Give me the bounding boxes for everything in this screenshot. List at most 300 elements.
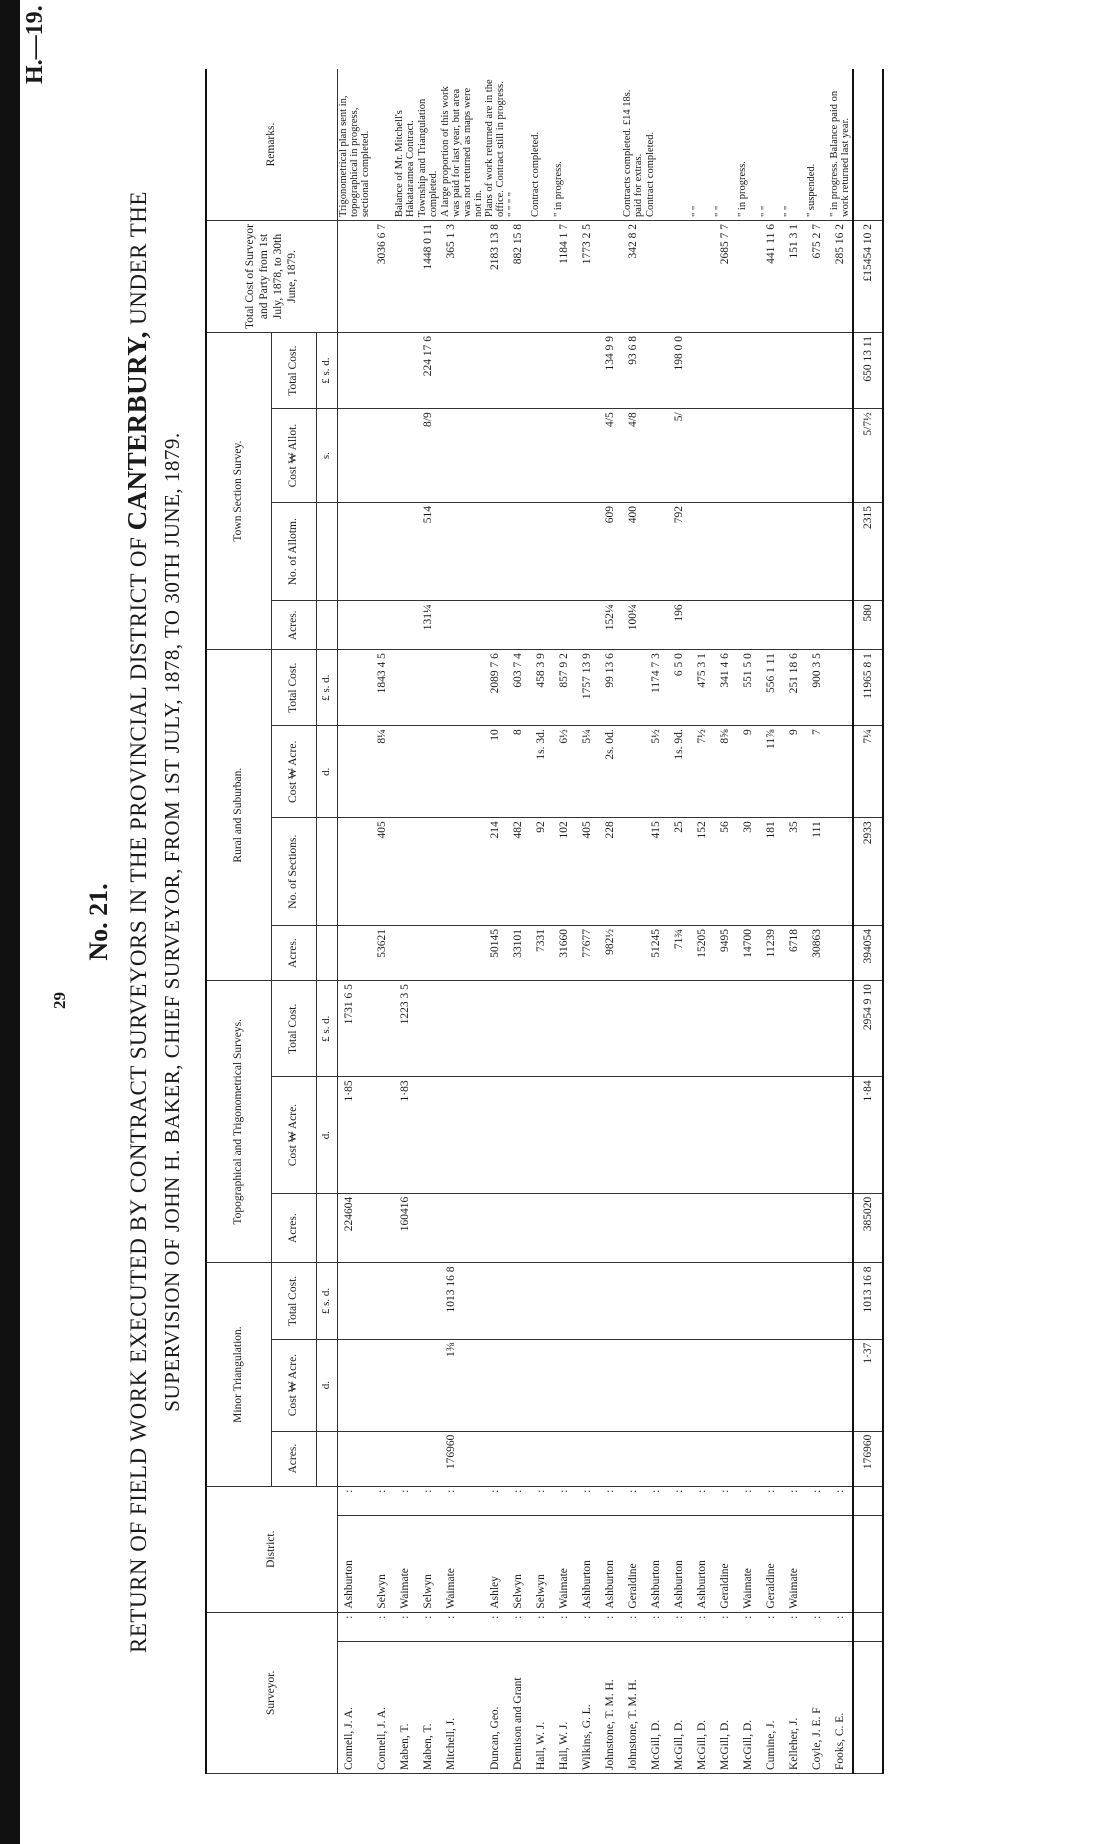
header-town-section: Town Section Survey. <box>206 333 272 650</box>
cell-district: Ashburton <box>599 1515 622 1612</box>
cell-rs-sect: 56 <box>714 818 737 926</box>
cell-surveyor: Cumine, J. <box>760 1641 783 1773</box>
cell-tp-acres <box>645 1193 668 1263</box>
cell-tp-acres <box>622 1193 645 1263</box>
leader-dots: : <box>507 1612 530 1641</box>
cell-tp-total <box>737 981 760 1077</box>
cell-ts-acres <box>530 601 553 650</box>
cell-mt-total <box>576 1263 599 1339</box>
leader-dots: : <box>417 1612 440 1641</box>
cell-rs-cost: 10 <box>484 726 507 818</box>
leader-dots: : <box>737 1612 760 1641</box>
cell-surveyor: McGill, D. <box>714 1641 737 1773</box>
header-district: District. <box>206 1486 338 1612</box>
header-mt-cost: Cost ₩ Acre. <box>272 1339 317 1431</box>
cell-tp-cost <box>599 1077 622 1193</box>
leader-dots: : <box>691 1612 714 1641</box>
cell-tp-acres <box>599 1193 622 1263</box>
cell-rs-acres <box>829 926 853 981</box>
cell-rs-total <box>394 650 417 726</box>
cell-rs-total <box>338 650 372 726</box>
cell-tp-cost: 1·85 <box>338 1077 372 1193</box>
cell-tp-total <box>371 981 394 1077</box>
title-line-2: SUPERVISION OF JOHN H. BAKER, CHIEF SURVEYOR, FROM 1ST JULY, 1878, TO 30TH JUNE, 1879. <box>160 432 184 1412</box>
cell-rs-total: 1843 4 5 <box>371 650 394 726</box>
cell-ts-allot <box>576 502 599 600</box>
binding-edge <box>0 0 20 1844</box>
table-row <box>760 69 783 1774</box>
table-row <box>714 69 737 1774</box>
total-ts-allot: 2315 <box>853 502 883 600</box>
cell-mt-cost <box>760 1339 783 1431</box>
cell-party: 1773 2 5 <box>576 221 599 333</box>
cell-tp-acres <box>691 1193 714 1263</box>
cell-rs-cost <box>394 726 417 818</box>
cell-district: Ashley <box>484 1515 507 1612</box>
header-remarks: Remarks. <box>206 69 338 221</box>
cell-tp-total <box>622 981 645 1077</box>
cell-tp-cost <box>806 1077 829 1193</box>
cell-tp-total <box>806 981 829 1077</box>
cell-surveyor: Hall, W. J. <box>530 1641 553 1773</box>
totals-row <box>853 69 883 1774</box>
cell-ts-total <box>507 333 530 409</box>
total-rs-acres: 394054 <box>853 926 883 981</box>
cell-tp-cost <box>691 1077 714 1193</box>
leader-dots: : <box>829 1612 853 1641</box>
cell-rs-cost: 5¼ <box>576 726 599 818</box>
cell-remarks: " " <box>760 69 783 221</box>
cell-mt-cost <box>599 1339 622 1431</box>
cell-district: Selwyn <box>507 1515 530 1612</box>
table-row <box>440 69 484 1774</box>
cell-ts-acres <box>394 601 417 650</box>
cell-mt-cost <box>806 1339 829 1431</box>
header-mt-total: Total Cost. <box>272 1263 317 1339</box>
cell-ts-total <box>714 333 737 409</box>
cell-rs-sect: 102 <box>553 818 576 926</box>
cell-tp-total <box>829 981 853 1077</box>
cell-ts-cost <box>691 409 714 503</box>
cell-mt-total <box>417 1263 440 1339</box>
cell-mt-cost <box>645 1339 668 1431</box>
cell-mt-acres <box>783 1431 806 1486</box>
leader-dots: : <box>530 1612 553 1641</box>
cell-rs-sect <box>394 818 417 926</box>
cell-rs-sect: 214 <box>484 818 507 926</box>
cell-mt-acres <box>530 1431 553 1486</box>
cell-rs-acres: 11239 <box>760 926 783 981</box>
cell-rs-total: 551 5 0 <box>737 650 760 726</box>
cell-surveyor: Johnstone, T. M. H. <box>622 1641 645 1773</box>
leader-dots: : <box>440 1486 484 1515</box>
cell-tp-total <box>760 981 783 1077</box>
cell-tp-acres <box>760 1193 783 1263</box>
cell-tp-cost <box>668 1077 691 1193</box>
cell-ts-allot <box>440 502 484 600</box>
title-line-1: RETURN OF FIELD WORK EXECUTED BY CONTRACT SURVEYORS IN THE PROVINCIAL DISTRICT OF CANTERBURY, UNDER THE <box>122 191 152 1653</box>
leader-dots: : <box>691 1486 714 1515</box>
cell-tp-total <box>507 981 530 1077</box>
cell-ts-acres: 152¼ <box>599 601 622 650</box>
table-row <box>599 69 622 1774</box>
cell-rs-total: 6 5 0 <box>668 650 691 726</box>
cell-remarks: " in progress. <box>553 69 576 221</box>
leader-dots: : <box>829 1486 853 1515</box>
cell-district <box>829 1515 853 1612</box>
cell-party <box>691 221 714 333</box>
cell-mt-total <box>714 1263 737 1339</box>
cell-rs-sect: 35 <box>783 818 806 926</box>
cell-rs-acres: 53621 <box>371 926 394 981</box>
cell-rs-cost: 9 <box>737 726 760 818</box>
cell-tp-total: 1223 3 5 <box>394 981 417 1077</box>
cell-ts-allot: 609 <box>599 502 622 600</box>
cell-remarks: Balance of Mr. Mitchell's Hakataramea Contract. <box>394 69 417 221</box>
cell-tp-acres <box>668 1193 691 1263</box>
cell-ts-cost <box>806 409 829 503</box>
cell-party: 3036 6 7 <box>371 221 394 333</box>
leader-dots: : <box>484 1486 507 1515</box>
cell-mt-total <box>691 1263 714 1339</box>
cell-ts-total <box>760 333 783 409</box>
cell-party <box>645 221 668 333</box>
cell-tp-total <box>691 981 714 1077</box>
cell-tp-cost: 1·83 <box>394 1077 417 1193</box>
cell-rs-acres <box>394 926 417 981</box>
cell-mt-acres <box>829 1431 853 1486</box>
cell-surveyor: Fooks, C. E. <box>829 1641 853 1773</box>
cell-mt-cost <box>783 1339 806 1431</box>
cell-rs-total: 1174 7 3 <box>645 650 668 726</box>
cell-mt-total <box>783 1263 806 1339</box>
cell-mt-cost <box>622 1339 645 1431</box>
cell-tp-acres: 160416 <box>394 1193 417 1263</box>
cell-mt-total <box>737 1263 760 1339</box>
cell-rs-cost: 8 <box>507 726 530 818</box>
cell-ts-total <box>737 333 760 409</box>
table-row <box>783 69 806 1774</box>
leader-dots: : <box>599 1486 622 1515</box>
cell-ts-acres <box>484 601 507 650</box>
cell-ts-acres <box>553 601 576 650</box>
cell-tp-cost <box>530 1077 553 1193</box>
cell-ts-allot <box>783 502 806 600</box>
cell-rs-acres: 15205 <box>691 926 714 981</box>
cell-tp-cost <box>371 1077 394 1193</box>
cell-rs-acres: 71¾ <box>668 926 691 981</box>
total-party: £15454 10 2 <box>853 221 883 333</box>
cell-ts-total <box>829 333 853 409</box>
cell-ts-total <box>645 333 668 409</box>
cell-surveyor: McGill, D. <box>737 1641 760 1773</box>
leader-dots: : <box>806 1612 829 1641</box>
cell-tp-total <box>553 981 576 1077</box>
total-ts-total: 650 13 11 <box>853 333 883 409</box>
cell-district: Waimate <box>440 1515 484 1612</box>
leader-dots: : <box>783 1612 806 1641</box>
cell-district: Ashburton <box>576 1515 599 1612</box>
cell-ts-acres <box>760 601 783 650</box>
unit-rs-d: d. <box>317 726 338 818</box>
header-total-cost-party: Total Cost of Surveyor and Party from 1st July, 1878, to 30th June, 1879. <box>206 221 338 333</box>
leader-dots: : <box>394 1612 417 1641</box>
unit-tp-lsd: £ s. d. <box>317 981 338 1077</box>
cell-district: Waimate <box>553 1515 576 1612</box>
cell-rs-acres: 33101 <box>507 926 530 981</box>
cell-ts-allot <box>553 502 576 600</box>
cell-rs-sect: 228 <box>599 818 622 926</box>
cell-rs-total <box>417 650 440 726</box>
cell-tp-total <box>714 981 737 1077</box>
cell-rs-total: 857 9 2 <box>553 650 576 726</box>
cell-rs-acres: 77677 <box>576 926 599 981</box>
cell-rs-acres: 51245 <box>645 926 668 981</box>
cell-mt-acres <box>371 1431 394 1486</box>
cell-ts-acres <box>714 601 737 650</box>
header-rs-acres: Acres. <box>272 926 317 981</box>
leader-dots: : <box>668 1612 691 1641</box>
table-row <box>553 69 576 1774</box>
cell-rs-total: 603 7 4 <box>507 650 530 726</box>
table-row <box>576 69 599 1774</box>
total-rs-sect: 2933 <box>853 818 883 926</box>
cell-ts-cost: 4/5 <box>599 409 622 503</box>
cell-party: 1448 0 11 <box>417 221 440 333</box>
cell-rs-total: 251 18 6 <box>783 650 806 726</box>
header-rural-suburban: Rural and Suburban. <box>206 650 272 981</box>
cell-rs-sect: 482 <box>507 818 530 926</box>
cell-ts-allot: 400 <box>622 502 645 600</box>
cell-ts-cost <box>576 409 599 503</box>
cell-ts-total: 224 17 6 <box>417 333 440 409</box>
cell-rs-cost: 5½ <box>645 726 668 818</box>
cell-surveyor: Maben, T. <box>417 1641 440 1773</box>
header-ts-total: Total Cost. <box>272 333 317 409</box>
cell-tp-total: 1731 6 5 <box>338 981 372 1077</box>
cell-remarks: Trigonometrical plan sent in, topographical in progress, sectional completed. <box>338 69 372 221</box>
cell-district: Geraldine <box>714 1515 737 1612</box>
cell-tp-acres <box>783 1193 806 1263</box>
cell-tp-cost <box>622 1077 645 1193</box>
title-province: CANTERBURY, <box>122 331 152 531</box>
cell-rs-sect: 25 <box>668 818 691 926</box>
cell-tp-acres <box>484 1193 507 1263</box>
cell-ts-allot <box>645 502 668 600</box>
cell-district: Selwyn <box>530 1515 553 1612</box>
leader-dots: : <box>371 1486 394 1515</box>
header-ts-acres: Acres. <box>272 601 317 650</box>
cell-tp-total <box>484 981 507 1077</box>
cell-district: Ashburton <box>338 1515 372 1612</box>
cell-district: Waimate <box>394 1515 417 1612</box>
cell-rs-cost: 11⅞ <box>760 726 783 818</box>
cell-mt-acres <box>576 1431 599 1486</box>
cell-ts-acres <box>737 601 760 650</box>
cell-ts-total <box>691 333 714 409</box>
cell-ts-total <box>484 333 507 409</box>
leader-dots: : <box>645 1486 668 1515</box>
cell-ts-cost <box>484 409 507 503</box>
cell-mt-cost <box>668 1339 691 1431</box>
leader-dots: : <box>714 1612 737 1641</box>
table-row <box>737 69 760 1774</box>
cell-ts-cost <box>530 409 553 503</box>
leader-dots: : <box>371 1612 394 1641</box>
cell-ts-cost: 4/8 <box>622 409 645 503</box>
cell-rs-sect: 415 <box>645 818 668 926</box>
cell-tp-acres <box>576 1193 599 1263</box>
cell-rs-cost <box>829 726 853 818</box>
total-rs-total: 11965 8 1 <box>853 650 883 726</box>
cell-party <box>599 221 622 333</box>
leader-dots: : <box>530 1486 553 1515</box>
cell-rs-total: 341 4 6 <box>714 650 737 726</box>
cell-rs-total: 556 1 11 <box>760 650 783 726</box>
cell-rs-sect: 181 <box>760 818 783 926</box>
cell-mt-cost <box>691 1339 714 1431</box>
cell-mt-cost <box>829 1339 853 1431</box>
cell-mt-acres <box>714 1431 737 1486</box>
cell-mt-cost <box>371 1339 394 1431</box>
cell-mt-cost <box>576 1339 599 1431</box>
cell-rs-cost: 8⅝ <box>714 726 737 818</box>
field-work-table <box>205 69 884 1774</box>
cell-ts-allot <box>394 502 417 600</box>
cell-ts-cost <box>371 409 394 503</box>
cell-mt-cost <box>530 1339 553 1431</box>
unit-ts-lsd: £ s. d. <box>317 333 338 409</box>
cell-remarks: " in progress. Balance paid on work returned last year. <box>829 69 853 221</box>
cell-surveyor: McGill, D. <box>691 1641 714 1773</box>
table-row <box>417 69 440 1774</box>
cell-mt-total <box>599 1263 622 1339</box>
table-row <box>530 69 553 1774</box>
cell-tp-acres <box>530 1193 553 1263</box>
header-rs-cost: Cost ₩ Acre. <box>272 726 317 818</box>
total-tp-total: 2954 9 10 <box>853 981 883 1077</box>
cell-rs-total <box>829 650 853 726</box>
cell-rs-cost: 7 <box>806 726 829 818</box>
cell-tp-acres <box>737 1193 760 1263</box>
cell-rs-cost <box>622 726 645 818</box>
cell-ts-cost <box>394 409 417 503</box>
cell-mt-total <box>829 1263 853 1339</box>
cell-mt-cost <box>737 1339 760 1431</box>
cell-tp-total <box>530 981 553 1077</box>
cell-party: 151 3 1 <box>783 221 806 333</box>
header-rs-sections: No. of Sections. <box>272 818 317 926</box>
cell-party: 675 2 7 <box>806 221 829 333</box>
header-tp-cost: Cost ₩ Acre. <box>272 1077 317 1193</box>
cell-rs-sect: 152 <box>691 818 714 926</box>
cell-tp-acres: 224604 <box>338 1193 372 1263</box>
cell-surveyor: McGill, D. <box>668 1641 691 1773</box>
cell-remarks <box>371 69 394 221</box>
cell-rs-total: 99 13 6 <box>599 650 622 726</box>
cell-rs-cost: 1s. 3d. <box>530 726 553 818</box>
cell-rs-sect: 92 <box>530 818 553 926</box>
cell-ts-acres <box>783 601 806 650</box>
cell-ts-cost <box>783 409 806 503</box>
cell-ts-acres <box>806 601 829 650</box>
cell-ts-allot <box>714 502 737 600</box>
leader-dots: : <box>622 1612 645 1641</box>
leader-dots: : <box>760 1486 783 1515</box>
cell-remarks: Contract completed. <box>645 69 668 221</box>
cell-district: Ashburton <box>691 1515 714 1612</box>
cell-rs-sect <box>338 818 372 926</box>
cell-rs-acres <box>622 926 645 981</box>
cell-tp-acres <box>507 1193 530 1263</box>
cell-mt-acres <box>645 1431 668 1486</box>
cell-surveyor: Hall, W. J. <box>553 1641 576 1773</box>
header-rs-total: Total Cost. <box>272 650 317 726</box>
total-tp-cost: 1·84 <box>853 1077 883 1193</box>
cell-rs-sect <box>440 818 484 926</box>
cell-mt-acres <box>394 1431 417 1486</box>
cell-rs-acres: 9495 <box>714 926 737 981</box>
cell-mt-acres <box>737 1431 760 1486</box>
total-mt-total: 1013 16 8 <box>853 1263 883 1339</box>
cell-district: Geraldine <box>760 1515 783 1612</box>
leader-dots: : <box>553 1612 576 1641</box>
cell-district: Waimate <box>737 1515 760 1612</box>
cell-mt-cost <box>714 1339 737 1431</box>
cell-ts-total <box>530 333 553 409</box>
cell-remarks: Contracts completed. £14 18s. paid for extras. <box>622 69 645 221</box>
cell-mt-acres <box>484 1431 507 1486</box>
cell-ts-cost <box>737 409 760 503</box>
cell-tp-cost <box>760 1077 783 1193</box>
header-ts-allotm: No. of Allotm. <box>272 502 317 600</box>
table-row <box>484 69 507 1774</box>
cell-mt-acres <box>622 1431 645 1486</box>
cell-district: Geraldine <box>622 1515 645 1612</box>
cell-ts-total <box>783 333 806 409</box>
cell-rs-acres: 14700 <box>737 926 760 981</box>
cell-surveyor: Johnstone, T. M. H. <box>599 1641 622 1773</box>
cell-mt-acres <box>338 1431 372 1486</box>
table-body <box>338 69 884 1774</box>
cell-rs-acres: 982½ <box>599 926 622 981</box>
leader-dots: : <box>576 1612 599 1641</box>
cell-ts-acres <box>440 601 484 650</box>
cell-rs-total: 2089 7 6 <box>484 650 507 726</box>
cell-ts-cost <box>440 409 484 503</box>
cell-tp-cost <box>829 1077 853 1193</box>
cell-ts-total <box>553 333 576 409</box>
cell-rs-sect <box>622 818 645 926</box>
leader-dots: : <box>599 1612 622 1641</box>
leader-dots: : <box>760 1612 783 1641</box>
total-ts-acres: 580 <box>853 601 883 650</box>
cell-party: 882 15 8 <box>507 221 530 333</box>
header-tp-acres: Acres. <box>272 1193 317 1263</box>
cell-ts-acres <box>576 601 599 650</box>
cell-rs-cost: 6½ <box>553 726 576 818</box>
cell-ts-acres: 196 <box>668 601 691 650</box>
cell-party <box>394 221 417 333</box>
cell-mt-acres <box>668 1431 691 1486</box>
cell-remarks: " " " " <box>507 69 530 221</box>
header-tp-total: Total Cost. <box>272 981 317 1077</box>
cell-ts-acres <box>645 601 668 650</box>
total-rs-cost: 7¼ <box>853 726 883 818</box>
leader-dots: : <box>394 1486 417 1515</box>
cell-mt-total: 1013 16 8 <box>440 1263 484 1339</box>
cell-ts-acres <box>371 601 394 650</box>
